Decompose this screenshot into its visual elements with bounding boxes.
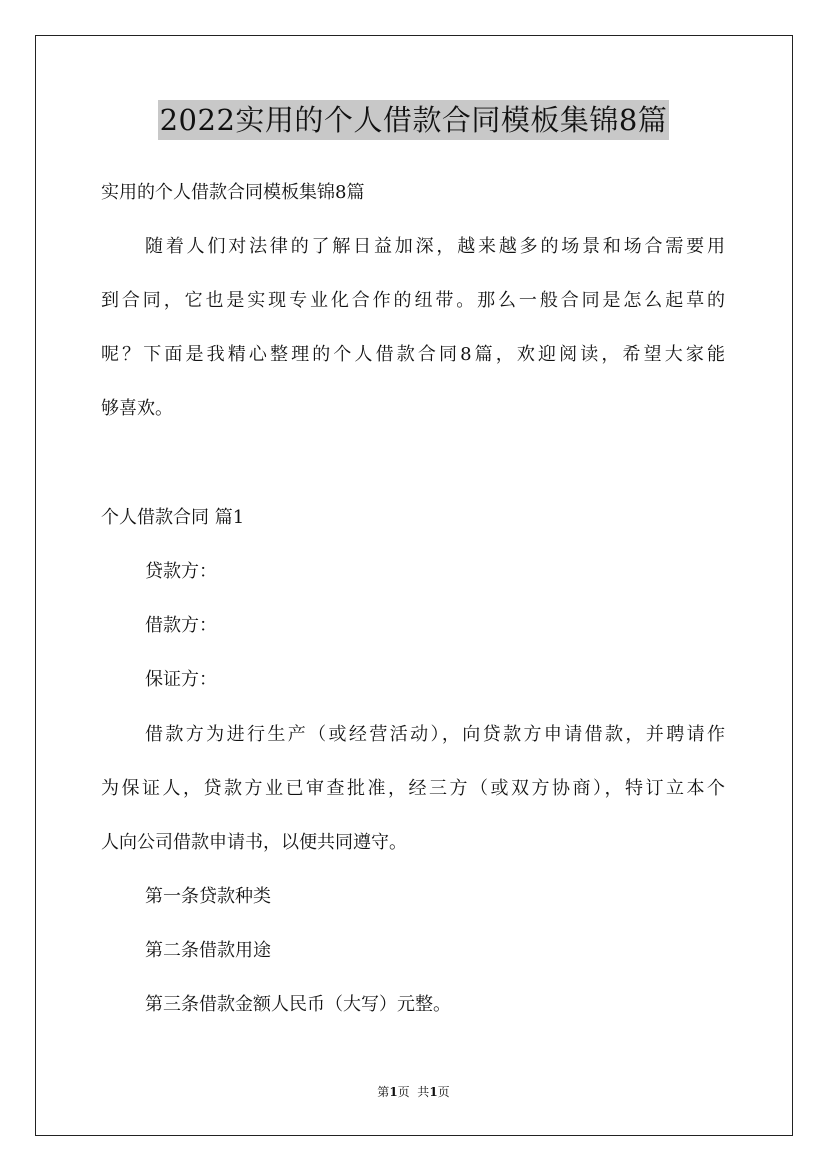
- page-footer: [0, 1083, 827, 1101]
- title-wrap: [0, 100, 827, 140]
- para-line-3: 人向公司借款申请书，以便共同遵守。: [101, 832, 407, 853]
- para-line-1: 借款方为进行生产（或经营活动），向贷款方申请借款，并聘请作: [145, 724, 725, 745]
- intro-line-2: 到合同，它也是实现专业化合作的纽带。那么一般合同是怎么起草的: [101, 290, 725, 311]
- document-title: 2022实用的个人借款合同模板集锦8篇: [158, 100, 670, 140]
- intro-line-3: 呢？下面是我精心整理的个人借款合同8篇，欢迎阅读，希望大家能: [101, 344, 725, 365]
- para-line-2: 为保证人，贷款方业已审查批准，经三方（或双方协商），特订立本个: [101, 778, 725, 799]
- footer-mid: 页 共: [397, 1085, 430, 1099]
- article-3: 第三条借款金额人民币（大写）元整。: [145, 994, 451, 1015]
- section-heading: 个人借款合同 篇1: [101, 507, 245, 528]
- document-subtitle: 实用的个人借款合同模板集锦8篇: [101, 182, 365, 203]
- borrower-label: 借款方：: [145, 615, 217, 636]
- footer-total-pages: 1: [429, 1085, 438, 1099]
- intro-line-4: 够喜欢。: [101, 398, 173, 419]
- article-2: 第二条借款用途: [145, 940, 271, 961]
- footer-suffix: 页: [437, 1085, 450, 1099]
- footer-page-number: 1: [389, 1085, 398, 1099]
- footer-prefix: 第: [377, 1085, 390, 1099]
- article-1: 第一条贷款种类: [145, 886, 271, 907]
- lender-label: 贷款方：: [145, 561, 217, 582]
- guarantor-label: 保证方：: [145, 669, 217, 690]
- intro-line-1: 随着人们对法律的了解日益加深，越来越多的场景和场合需要用: [145, 236, 725, 257]
